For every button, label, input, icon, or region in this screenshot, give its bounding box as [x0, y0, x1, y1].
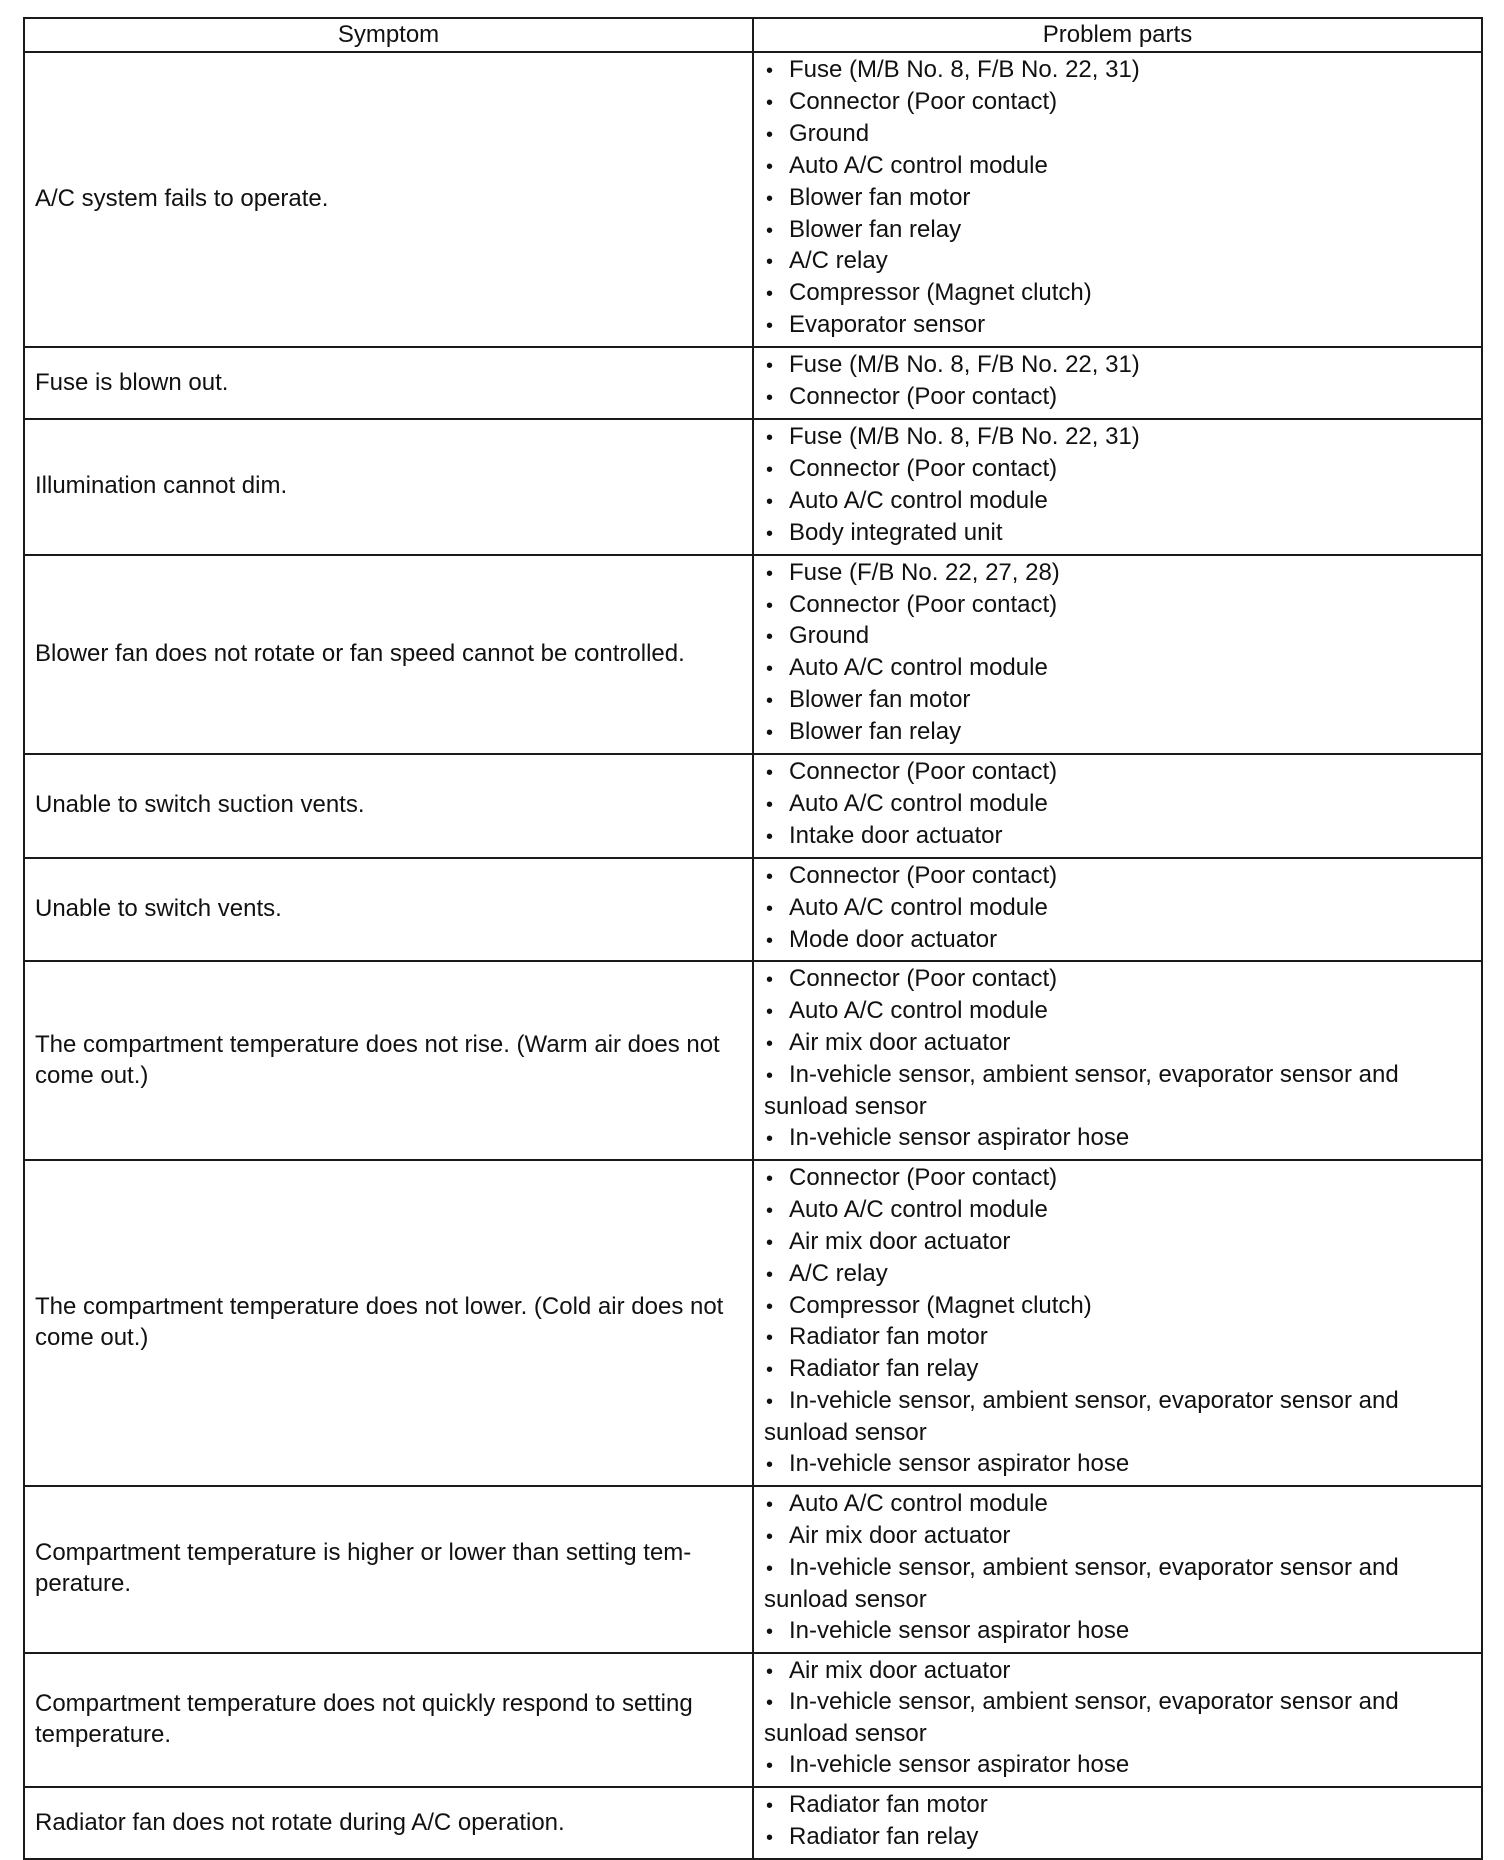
- list-item: [764, 454, 1471, 486]
- problem-parts-list: [764, 350, 1471, 414]
- bullet-icon: •: [766, 219, 774, 242]
- list-item: [764, 87, 1471, 119]
- bullet-icon: •: [766, 1359, 774, 1382]
- problem-part-text: Connector (Poor contact): [789, 758, 1058, 786]
- symptom-cell: The compartment temperature does not rise. (Warm air does not come out.): [24, 961, 753, 1159]
- bullet-icon: •: [766, 426, 774, 449]
- problem-part-text: Blower fan relay: [789, 718, 962, 746]
- list-item: [764, 486, 1471, 518]
- list-item: [764, 1291, 1471, 1323]
- list-item: [764, 757, 1471, 789]
- bullet-icon: •: [766, 1795, 774, 1818]
- list-item: [764, 1616, 1471, 1648]
- list-item: [764, 518, 1471, 550]
- symptom-cell: Compartment temperature does not quickly respond to setting temperature.: [24, 1653, 753, 1788]
- list-item: [764, 1489, 1471, 1521]
- problem-parts-cell: [753, 419, 1482, 555]
- problem-part-text: Air mix door actuator: [789, 1029, 1011, 1057]
- list-item: [764, 183, 1471, 215]
- list-item: [764, 278, 1471, 310]
- problem-part-text: Auto A/C control module: [789, 1195, 1048, 1223]
- table-row: [24, 1160, 1482, 1486]
- problem-part-text: Compressor (Magnet clutch): [789, 279, 1092, 307]
- problem-part-text: Blower fan motor: [789, 183, 971, 211]
- list-item: [764, 1195, 1471, 1227]
- table-row: [24, 52, 1482, 347]
- problem-parts-list: [764, 1489, 1471, 1648]
- list-item: [764, 1259, 1471, 1291]
- problem-part-text: Blower fan relay: [789, 215, 962, 243]
- problem-part-text: In-vehicle sensor, ambient sensor, evaporator sensor and sunload sensor: [764, 1061, 1399, 1121]
- symptom-cell: Unable to switch suction vents.: [24, 754, 753, 858]
- bullet-icon: •: [766, 1660, 774, 1683]
- list-item: [764, 861, 1471, 893]
- problem-parts-list: [764, 558, 1471, 749]
- table-row: [24, 347, 1482, 419]
- bullet-icon: •: [766, 91, 774, 114]
- table-row: [24, 419, 1482, 555]
- list-item: [764, 621, 1471, 653]
- table-row: [24, 754, 1482, 858]
- problem-part-text: Auto A/C control module: [789, 789, 1048, 817]
- list-item: [764, 382, 1471, 414]
- bullet-icon: •: [766, 562, 774, 585]
- problem-parts-list: [764, 1656, 1471, 1783]
- bullet-icon: •: [766, 283, 774, 306]
- problem-part-text: Auto A/C control module: [789, 486, 1048, 514]
- list-item: [764, 996, 1471, 1028]
- problem-part-text: Auto A/C control module: [789, 654, 1048, 682]
- bullet-icon: •: [766, 458, 774, 481]
- problem-part-text: In-vehicle sensor aspirator hose: [789, 1124, 1130, 1151]
- problem-part-text: Connector (Poor contact): [789, 590, 1058, 618]
- list-item: [764, 590, 1471, 622]
- problem-part-text: In-vehicle sensor, ambient sensor, evaporator sensor and sunload sensor: [764, 1553, 1399, 1613]
- table-row: [24, 1486, 1482, 1653]
- problem-parts-cell: [753, 555, 1482, 754]
- list-item: [764, 1227, 1471, 1259]
- bullet-icon: •: [766, 1263, 774, 1286]
- bullet-icon: •: [766, 60, 774, 82]
- list-item: [764, 1386, 1471, 1449]
- problem-part-text: Radiator fan relay: [789, 1823, 979, 1851]
- problem-parts-cell: [753, 1160, 1482, 1486]
- problem-parts-cell: [753, 52, 1482, 347]
- problem-part-text: Air mix door actuator: [789, 1521, 1011, 1549]
- list-item: [764, 653, 1471, 685]
- bullet-icon: •: [766, 1295, 774, 1318]
- list-item: [764, 422, 1471, 454]
- problem-part-text: Air mix door actuator: [789, 1227, 1011, 1255]
- problem-part-text: In-vehicle sensor, ambient sensor, evaporator sensor and sunload sensor: [764, 1688, 1399, 1748]
- bullet-icon: •: [766, 1525, 774, 1548]
- bullet-icon: •: [766, 658, 774, 681]
- bullet-icon: •: [766, 1493, 774, 1516]
- bullet-icon: •: [766, 1692, 774, 1715]
- list-item: [764, 893, 1471, 925]
- bullet-icon: •: [766, 123, 774, 146]
- problem-parts-list: [764, 422, 1471, 550]
- problem-part-text: Auto A/C control module: [789, 893, 1048, 921]
- symptom-cell: The compartment temperature does not lower. (Cold air does not come out.): [24, 1160, 753, 1486]
- list-item: [764, 789, 1471, 821]
- problem-part-text: A/C relay: [789, 247, 888, 275]
- problem-part-text: Fuse (M/B No. 8, F/B No. 22, 31): [789, 422, 1140, 450]
- list-item: [764, 310, 1471, 342]
- list-item: [764, 821, 1471, 853]
- symptom-cell: Illumination cannot dim.: [24, 419, 753, 555]
- bullet-icon: •: [766, 387, 774, 410]
- problem-parts-cell: [753, 961, 1482, 1159]
- bullet-icon: •: [766, 1454, 774, 1477]
- problem-part-text: Auto A/C control module: [789, 997, 1048, 1025]
- problem-part-text: Connector (Poor contact): [789, 383, 1058, 411]
- problem-parts-list: [764, 757, 1471, 853]
- bullet-icon: •: [766, 155, 774, 178]
- bullet-icon: •: [766, 1755, 774, 1778]
- problem-part-text: Connector (Poor contact): [789, 87, 1058, 115]
- bullet-icon: •: [766, 626, 774, 649]
- bullet-icon: •: [766, 1620, 774, 1643]
- list-item: [764, 1553, 1471, 1616]
- table-row: [24, 1653, 1482, 1788]
- bullet-icon: •: [766, 1827, 774, 1850]
- list-item: [764, 55, 1471, 87]
- table-row: [24, 555, 1482, 754]
- bullet-icon: •: [766, 315, 774, 338]
- problem-part-text: Connector (Poor contact): [789, 861, 1058, 889]
- problem-parts-list: [764, 1163, 1471, 1481]
- problem-parts-list: [764, 861, 1471, 957]
- list-item: [764, 350, 1471, 382]
- list-item: [764, 964, 1471, 996]
- problem-part-text: Intake door actuator: [789, 821, 1003, 849]
- problem-part-text: In-vehicle sensor aspirator hose: [789, 1616, 1130, 1644]
- problem-parts-cell: [753, 858, 1482, 962]
- list-item: [764, 1028, 1471, 1060]
- list-item: [764, 1822, 1471, 1854]
- problem-parts-list: [764, 55, 1471, 342]
- problem-part-text: Body integrated unit: [789, 518, 1003, 546]
- bullet-icon: •: [766, 762, 774, 785]
- problem-parts-list: [764, 1790, 1471, 1854]
- table-row: [24, 961, 1482, 1159]
- bullet-icon: •: [766, 1391, 774, 1414]
- problem-parts-cell: [753, 1486, 1482, 1653]
- list-item: [764, 1790, 1471, 1822]
- bullet-icon: •: [766, 187, 774, 210]
- bullet-icon: •: [766, 722, 774, 745]
- bullet-icon: •: [766, 594, 774, 617]
- symptom-cell: Compartment temperature is higher or lower than setting tem-perature.: [24, 1486, 753, 1653]
- bullet-icon: •: [766, 1167, 774, 1190]
- list-item: [764, 1322, 1471, 1354]
- problem-part-text: Air mix door actuator: [789, 1656, 1011, 1684]
- problem-parts-cell: [753, 1787, 1482, 1859]
- list-item: [764, 1060, 1471, 1123]
- problem-part-text: In-vehicle sensor aspirator hose: [789, 1450, 1130, 1478]
- bullet-icon: •: [766, 522, 774, 545]
- bullet-icon: •: [766, 929, 774, 952]
- list-item: [764, 151, 1471, 183]
- bullet-icon: •: [766, 1033, 774, 1056]
- bullet-icon: •: [766, 969, 774, 992]
- bullet-icon: •: [766, 1065, 774, 1088]
- problem-part-text: In-vehicle sensor, ambient sensor, evaporator sensor and sunload sensor: [764, 1387, 1399, 1447]
- list-item: [764, 717, 1471, 749]
- problem-part-text: Connector (Poor contact): [789, 454, 1058, 482]
- list-item: [764, 215, 1471, 247]
- bullet-icon: •: [766, 251, 774, 274]
- bullet-icon: •: [766, 1327, 774, 1350]
- symptom-cell: A/C system fails to operate.: [24, 52, 753, 347]
- table-body: [24, 52, 1482, 1859]
- problem-part-text: Radiator fan relay: [789, 1355, 979, 1383]
- list-item: [764, 1123, 1471, 1155]
- problem-parts-cell: [753, 754, 1482, 858]
- problem-part-text: Fuse (M/B No. 8, F/B No. 22, 31): [789, 351, 1140, 379]
- problem-part-text: Ground: [789, 119, 870, 147]
- symptom-cell: Fuse is blown out.: [24, 347, 753, 419]
- diagnosis-table: [23, 17, 1483, 1860]
- list-item: [764, 1521, 1471, 1553]
- table-row: [24, 858, 1482, 962]
- problem-parts-column-header: Problem parts: [753, 18, 1482, 52]
- bullet-icon: •: [766, 1199, 774, 1222]
- list-item: [764, 119, 1471, 151]
- bullet-icon: •: [766, 355, 774, 378]
- problem-part-text: Fuse (F/B No. 22, 27, 28): [789, 558, 1060, 586]
- list-item: [764, 246, 1471, 278]
- problem-part-text: Radiator fan motor: [789, 1791, 988, 1819]
- symptom-column-header: Symptom: [24, 18, 753, 52]
- list-item: [764, 1656, 1471, 1688]
- problem-part-text: Connector (Poor contact): [789, 1163, 1058, 1191]
- list-item: [764, 685, 1471, 717]
- symptom-cell: Unable to switch vents.: [24, 858, 753, 962]
- problem-part-text: A/C relay: [789, 1259, 888, 1287]
- list-item: [764, 925, 1471, 957]
- bullet-icon: •: [766, 825, 774, 848]
- problem-parts-cell: [753, 347, 1482, 419]
- symptom-cell: Radiator fan does not rotate during A/C operation.: [24, 1787, 753, 1859]
- problem-part-text: Auto A/C control module: [789, 1489, 1048, 1517]
- bullet-icon: •: [766, 1001, 774, 1024]
- problem-part-text: Fuse (M/B No. 8, F/B No. 22, 31): [789, 56, 1140, 83]
- problem-parts-list: [764, 964, 1471, 1154]
- list-item: [764, 1449, 1471, 1481]
- bullet-icon: •: [766, 690, 774, 713]
- list-item: [764, 1163, 1471, 1195]
- problem-part-text: In-vehicle sensor aspirator hose: [789, 1751, 1130, 1779]
- bullet-icon: •: [766, 1231, 774, 1254]
- bullet-icon: •: [766, 897, 774, 920]
- bullet-icon: •: [766, 1128, 774, 1150]
- header-row: [24, 18, 1482, 52]
- problem-parts-cell: [753, 1653, 1482, 1788]
- problem-part-text: Mode door actuator: [789, 925, 998, 953]
- list-item: [764, 558, 1471, 590]
- problem-part-text: Auto A/C control module: [789, 151, 1048, 179]
- bullet-icon: •: [766, 865, 774, 888]
- problem-part-text: Ground: [789, 622, 870, 650]
- bullet-icon: •: [766, 793, 774, 816]
- list-item: [764, 1750, 1471, 1782]
- bullet-icon: •: [766, 1557, 774, 1580]
- problem-part-text: Radiator fan motor: [789, 1323, 988, 1351]
- problem-part-text: Evaporator sensor: [789, 311, 986, 339]
- problem-part-text: Compressor (Magnet clutch): [789, 1291, 1092, 1319]
- table-row: [24, 1787, 1482, 1859]
- symptom-cell: Blower fan does not rotate or fan speed cannot be controlled.: [24, 555, 753, 754]
- bullet-icon: •: [766, 490, 774, 513]
- problem-part-text: Blower fan motor: [789, 686, 971, 714]
- list-item: [764, 1687, 1471, 1750]
- list-item: [764, 1354, 1471, 1386]
- problem-part-text: Connector (Poor contact): [789, 965, 1058, 993]
